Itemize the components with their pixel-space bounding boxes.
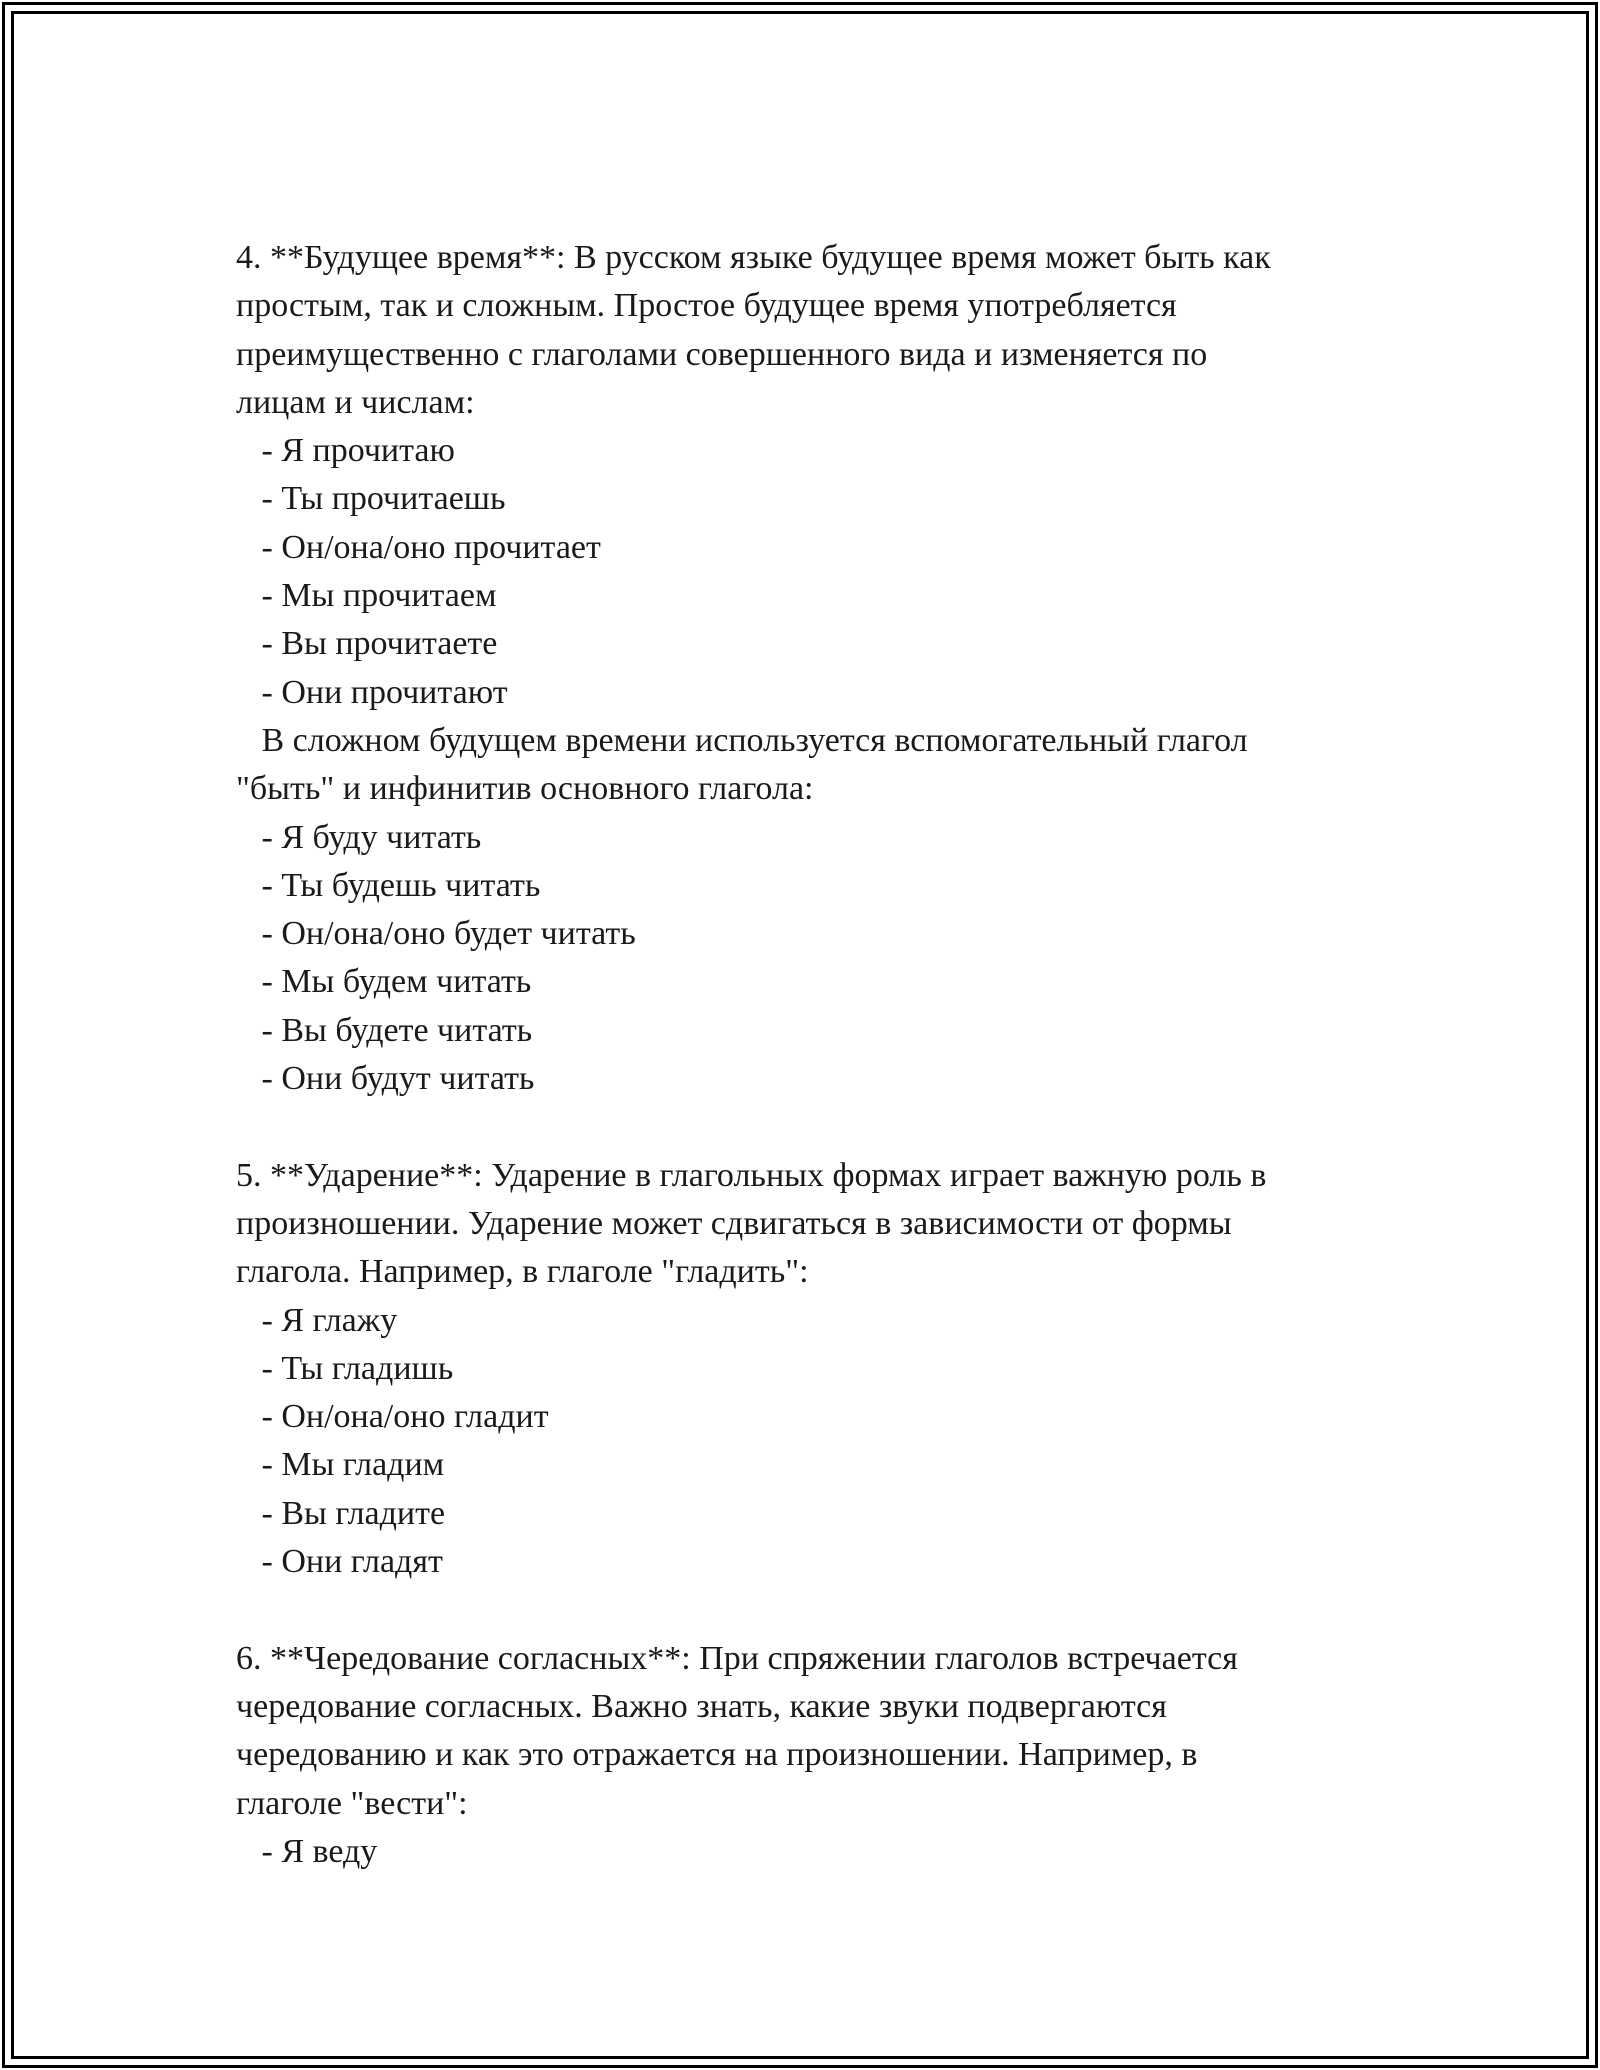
paragraph-line: "быть" и инфинитив основного глагола:: [236, 770, 814, 808]
list-item-text: - Он/она/оно гладит: [261, 1398, 549, 1436]
paragraph-text: В сложном будущем времени используется вспомогательный глагол: [261, 721, 1248, 759]
list-item: [236, 1490, 1396, 1538]
list-item: [236, 958, 1396, 1006]
paragraph-line: глагола. Например, в глаголе "гладить":: [236, 1253, 809, 1291]
list-item: [236, 1345, 1396, 1393]
list-item-text: - Ты будешь читать: [261, 866, 541, 904]
paragraph-line: чередование согласных. Важно знать, какие звуки подвергаются: [236, 1687, 1167, 1725]
list-item-text: - Я веду: [261, 1832, 378, 1870]
document-body: [236, 234, 1396, 1876]
list-item-text: - Я глажу: [261, 1301, 398, 1339]
list-item: [236, 1393, 1396, 1441]
list-item: [236, 620, 1396, 668]
paragraph-line: лицам и числам:: [236, 383, 475, 421]
list-item: [236, 862, 1396, 910]
paragraph-line: простым, так и сложным. Простое будущее время употребляется: [236, 287, 1177, 325]
list-item: [236, 669, 1396, 717]
list-item: [236, 524, 1396, 572]
paragraph-line: 4. **Будущее время**: В русском языке будущее время может быть как: [236, 239, 1271, 276]
section-consonant-alternation: [236, 1635, 1396, 1876]
paragraph-line: произношении. Ударение может сдвигаться в зависимости от формы: [236, 1204, 1232, 1242]
list-item-text: - Вы гладите: [261, 1494, 446, 1532]
paragraph-spacer: [236, 1586, 1396, 1634]
list-item: [236, 1441, 1396, 1489]
paragraph-line: 5. **Ударение**: Ударение в глагольных формах играет важную роль в: [236, 1156, 1267, 1194]
list-item: [236, 1538, 1396, 1586]
list-item-text: - Мы гладим: [261, 1446, 445, 1484]
paragraph-line: преимущественно с глаголами совершенного вида и изменяется по: [236, 335, 1208, 373]
list-item-text: - Я буду читать: [261, 818, 482, 856]
list-item-text: - Он/она/оно будет читать: [261, 915, 636, 953]
paragraph-line: [236, 717, 1396, 765]
list-item-text: - Ты прочитаешь: [261, 480, 506, 518]
list-item: [236, 427, 1396, 475]
list-item-text: - Вы прочитаете: [261, 625, 498, 663]
list-item: [236, 814, 1396, 862]
list-item: [236, 572, 1396, 620]
section-stress: [236, 1152, 1396, 1587]
list-item: [236, 1297, 1396, 1345]
paragraph-spacer: [236, 1103, 1396, 1151]
paragraph-line: глаголе "вести":: [236, 1784, 468, 1822]
list-item-text: - Вы будете читать: [261, 1011, 533, 1049]
list-item-text: - Мы прочитаем: [261, 577, 497, 615]
paragraph-line: чередованию и как это отражается на произношении. Например, в: [236, 1736, 1198, 1774]
list-item-text: - Он/она/оно прочитает: [261, 528, 601, 566]
list-item-text: - Ты гладишь: [261, 1349, 454, 1387]
list-item: [236, 1007, 1396, 1055]
list-item: [236, 910, 1396, 958]
list-item: [236, 1828, 1396, 1876]
list-item-text: - Они гладят: [261, 1543, 443, 1581]
list-item-text: - Мы будем читать: [261, 963, 532, 1001]
section-future-tense: [236, 234, 1396, 1103]
list-item: [236, 475, 1396, 523]
list-item: [236, 1055, 1396, 1103]
list-item-text: - Я прочитаю: [261, 432, 455, 470]
list-item-text: - Они прочитают: [261, 673, 508, 711]
paragraph-line: 6. **Чередование согласных**: При спряжении глаголов встречается: [236, 1639, 1238, 1677]
list-item-text: - Они будут читать: [261, 1060, 535, 1098]
